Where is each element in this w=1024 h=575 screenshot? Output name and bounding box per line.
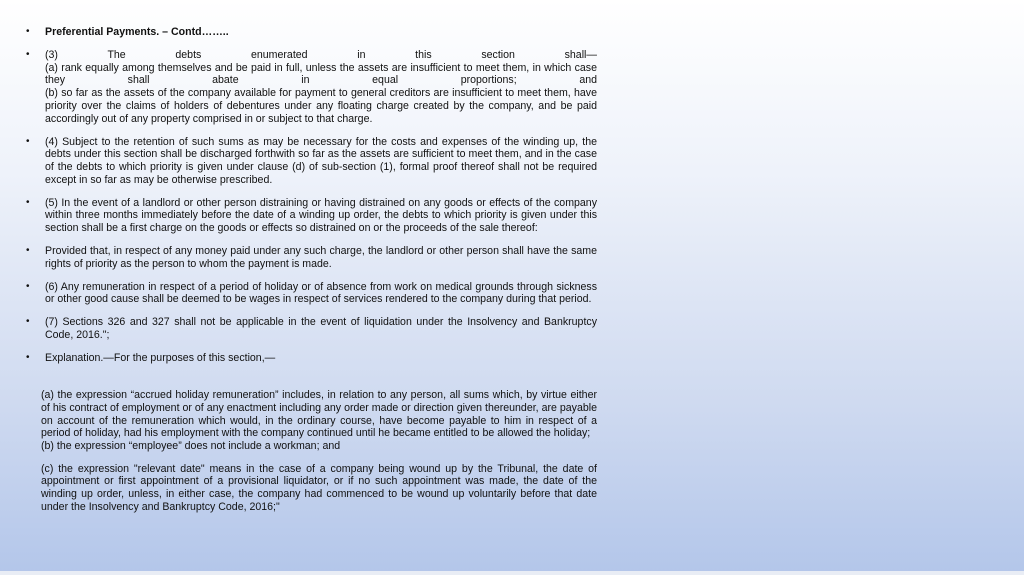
bullet-marker: •: [26, 135, 30, 147]
bullet-sections-not-applicable: [26, 316, 597, 341]
slide-content: [26, 26, 597, 523]
bullet-marker: •: [26, 280, 30, 292]
b5-text: (6) Any remuneration in respect of a period of holiday or of absence from work on medical grounds through sickness or other good cause shall be deemed to be wages in respect of services rendered to the company during that period.: [45, 280, 597, 306]
bullet-explanation: [26, 352, 597, 365]
bottom-bar: [0, 571, 1024, 575]
spacer: [26, 375, 597, 389]
bullet-holiday-remuneration: [26, 281, 597, 306]
bullet-landlord-distraining: [26, 197, 597, 235]
b2-text: (4) Subject to the retention of such sums as may be necessary for the costs and expenses of the winding up, the debts under this section shall be discharged forthwith so far as the assets are sufficient to meet them, and in the case of the debts to which priority is given under clause (d) of sub-section (1), formal proof thereof shall not be required except in so far as may be otherwise prescribed.: [45, 135, 597, 186]
bullet-debts-enumerated: [26, 49, 597, 125]
bullet-proviso: [26, 245, 597, 270]
bullet-marker: •: [26, 26, 30, 37]
b1-line1: (3) The debts enumerated in this section shall—: [45, 49, 597, 61]
bullet-marker: •: [26, 49, 30, 60]
bullet-marker: •: [26, 352, 30, 364]
b6-text: (7) Sections 326 and 327 shall not be applicable in the event of liquidation under the Insolvency and Bankruptcy Code, 2016.";: [45, 316, 597, 342]
bullet-title: [26, 26, 597, 39]
bullet-marker: •: [26, 196, 30, 208]
p1-line2: (b) the expression “employee” does not include a workman; and: [41, 439, 341, 452]
bullet-marker: •: [26, 245, 30, 257]
definition-c: [26, 463, 597, 514]
b7-text: Explanation.—For the purposes of this section,—: [45, 352, 276, 365]
b4-text: Provided that, in respect of any money paid under any such charge, the landlord or other person shall have the same rights of priority as the person to whom the payment is made.: [45, 245, 597, 270]
b1-line2: (a) rank equally among themselves and be paid in full, unless the assets are insufficient to meet them, in which case they shall abate in equal proportions; and: [45, 61, 597, 87]
definition-a-b: [26, 389, 597, 453]
bullet-retention-of-sums: [26, 136, 597, 187]
p1-line1: (a) the expression “accrued holiday remuneration” includes, in relation to any person, all sums which, by virtue either of his contract of employment or of any enactment including any order made or direction given thereunder, are payable on account of the remuneration which would, in the ordinary course, have become payable to him in respect of a period of holiday, had his employment with the company continued until he became entitled to be allowed the holiday;: [41, 389, 597, 440]
slide-title: Preferential Payments. – Contd……..: [45, 26, 229, 38]
bullet-marker: •: [26, 316, 30, 328]
b1-line3: (b) so far as the assets of the company available for payment to general creditors are insufficient to meet them, have priority over the claims of holders of debentures under any floating charge created by the company, and be paid accordingly out of any property comprised in or subject to that charge.: [45, 87, 597, 125]
p2-text: (c) the expression "relevant date" means in the case of a company being wound up by the Tribunal, the date of appointment or first appointment of a provisional liquidator, or if no such appointment was made, the date of the winding up order, unless, in either case, the company had commenced to be wound up voluntarily before that date under the Insolvency and Bankruptcy Code, 2016;": [41, 462, 597, 513]
b3-text: (5) In the event of a landlord or other person distraining or having distrained on any goods or effects of the company within three months immediately before the date of a winding up order, the debts to which priority is given under this section shall be a first charge on the goods or effects so distrained on or the proceeds of the sale thereof:: [45, 196, 597, 235]
